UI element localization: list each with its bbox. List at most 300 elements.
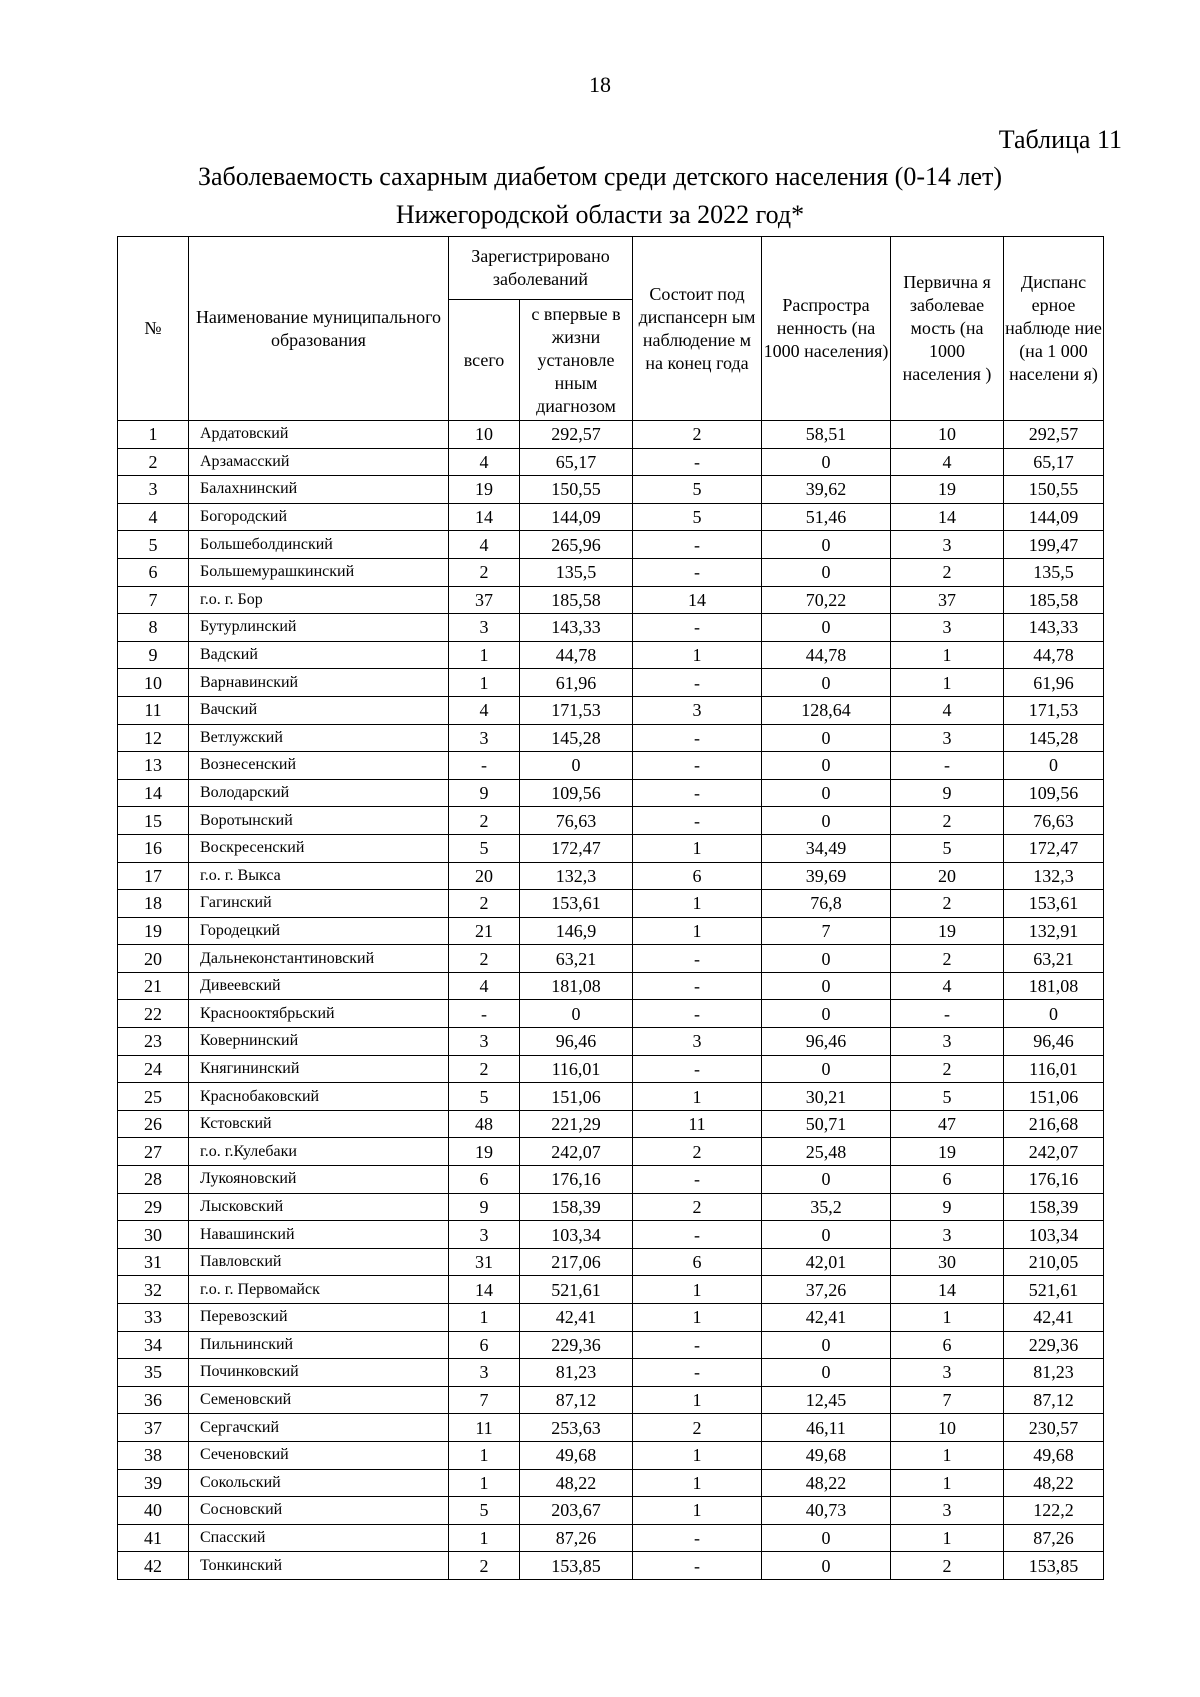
table-row	[118, 1248, 1104, 1276]
dispensary-count: 1	[633, 917, 762, 945]
dispensary-rate: 65,17	[1004, 448, 1104, 476]
prevalence: 39,62	[762, 476, 891, 504]
municipality-name: Лысковский	[189, 1193, 449, 1221]
prevalence: 70,22	[762, 586, 891, 614]
table-row	[118, 448, 1104, 476]
municipality-name: Сергачский	[189, 1414, 449, 1442]
dispensary-rate: 158,39	[1004, 1193, 1104, 1221]
row-number: 22	[118, 1000, 189, 1028]
table-row	[118, 1497, 1104, 1525]
first-time-cases: 172,47	[520, 834, 633, 862]
total-cases: 2	[449, 890, 520, 918]
first-time-cases: 61,96	[520, 669, 633, 697]
prevalence: 49,68	[762, 1441, 891, 1469]
dispensary-rate: 96,46	[1004, 1028, 1104, 1056]
dispensary-count: 1	[633, 641, 762, 669]
primary-incidence: 2	[891, 945, 1004, 973]
table-row	[118, 696, 1104, 724]
first-time-cases: 229,36	[520, 1331, 633, 1359]
dispensary-count: 2	[633, 1414, 762, 1442]
prevalence: 0	[762, 614, 891, 642]
prevalence: 30,21	[762, 1083, 891, 1111]
municipality-name: Кстовский	[189, 1110, 449, 1138]
first-time-cases: 144,09	[520, 503, 633, 531]
row-number: 19	[118, 917, 189, 945]
row-number: 23	[118, 1028, 189, 1056]
prevalence: 25,48	[762, 1138, 891, 1166]
municipality-name: Дивеевский	[189, 972, 449, 1000]
table-row	[118, 1469, 1104, 1497]
municipality-name: Сеченовский	[189, 1441, 449, 1469]
table-row	[118, 917, 1104, 945]
table-row	[118, 1028, 1104, 1056]
row-number: 38	[118, 1441, 189, 1469]
diabetes-incidence-table	[117, 236, 1104, 1580]
municipality-name: Балахнинский	[189, 476, 449, 504]
first-time-cases: 135,5	[520, 558, 633, 586]
municipality-name: Богородский	[189, 503, 449, 531]
row-number: 17	[118, 862, 189, 890]
total-cases: 4	[449, 448, 520, 476]
table-row	[118, 421, 1104, 449]
primary-incidence: 3	[891, 1221, 1004, 1249]
primary-incidence: 4	[891, 696, 1004, 724]
dispensary-count: 6	[633, 862, 762, 890]
first-time-cases: 103,34	[520, 1221, 633, 1249]
first-time-cases: 146,9	[520, 917, 633, 945]
first-time-cases: 109,56	[520, 779, 633, 807]
prevalence: 96,46	[762, 1028, 891, 1056]
primary-incidence: 6	[891, 1331, 1004, 1359]
dispensary-count: -	[633, 614, 762, 642]
dispensary-rate: 44,78	[1004, 641, 1104, 669]
municipality-name: Краснооктябрьский	[189, 1000, 449, 1028]
row-number: 13	[118, 752, 189, 780]
dispensary-rate: 292,57	[1004, 421, 1104, 449]
dispensary-count: 1	[633, 890, 762, 918]
primary-incidence: 5	[891, 834, 1004, 862]
dispensary-rate: 144,09	[1004, 503, 1104, 531]
total-cases: -	[449, 752, 520, 780]
total-cases: 4	[449, 531, 520, 559]
dispensary-rate: 216,68	[1004, 1110, 1104, 1138]
municipality-name: Лукояновский	[189, 1166, 449, 1194]
dispensary-rate: 230,57	[1004, 1414, 1104, 1442]
table-row	[118, 1441, 1104, 1469]
first-time-cases: 49,68	[520, 1441, 633, 1469]
primary-incidence: 3	[891, 1359, 1004, 1387]
table-row	[118, 1138, 1104, 1166]
row-number: 5	[118, 531, 189, 559]
total-cases: 9	[449, 1193, 520, 1221]
first-time-cases: 48,22	[520, 1469, 633, 1497]
first-time-cases: 0	[520, 752, 633, 780]
primary-incidence: 4	[891, 972, 1004, 1000]
primary-incidence: 47	[891, 1110, 1004, 1138]
table-row	[118, 1304, 1104, 1332]
primary-incidence: 10	[891, 421, 1004, 449]
prevalence: 0	[762, 779, 891, 807]
prevalence: 0	[762, 531, 891, 559]
header-row-1	[118, 237, 1104, 300]
row-number: 12	[118, 724, 189, 752]
first-time-cases: 265,96	[520, 531, 633, 559]
table-row	[118, 614, 1104, 642]
total-cases: 1	[449, 1441, 520, 1469]
prevalence: 0	[762, 558, 891, 586]
dispensary-rate: 143,33	[1004, 614, 1104, 642]
table-row	[118, 862, 1104, 890]
dispensary-count: -	[633, 1359, 762, 1387]
dispensary-count: 2	[633, 421, 762, 449]
prevalence: 0	[762, 1166, 891, 1194]
municipality-name: Павловский	[189, 1248, 449, 1276]
primary-incidence: 10	[891, 1414, 1004, 1442]
dispensary-count: -	[633, 448, 762, 476]
municipality-name: г.о. г.Кулебаки	[189, 1138, 449, 1166]
municipality-name: Тонкинский	[189, 1552, 449, 1580]
dispensary-count: 1	[633, 834, 762, 862]
primary-incidence: 1	[891, 1524, 1004, 1552]
municipality-name: г.о. г. Первомайск	[189, 1276, 449, 1304]
first-time-cases: 116,01	[520, 1055, 633, 1083]
total-cases: 3	[449, 1028, 520, 1056]
dispensary-rate: 63,21	[1004, 945, 1104, 973]
dispensary-rate: 145,28	[1004, 724, 1104, 752]
row-number: 6	[118, 558, 189, 586]
row-number: 40	[118, 1497, 189, 1525]
municipality-name: Навашинский	[189, 1221, 449, 1249]
first-time-cases: 42,41	[520, 1304, 633, 1332]
table-row	[118, 641, 1104, 669]
primary-incidence: 19	[891, 917, 1004, 945]
table-title	[0, 158, 1200, 234]
dispensary-rate: 132,3	[1004, 862, 1104, 890]
prevalence: 0	[762, 752, 891, 780]
prevalence: 0	[762, 1552, 891, 1580]
municipality-name: Гагинский	[189, 890, 449, 918]
table-row	[118, 1110, 1104, 1138]
dispensary-rate: 42,41	[1004, 1304, 1104, 1332]
first-time-cases: 0	[520, 1000, 633, 1028]
row-number: 35	[118, 1359, 189, 1387]
total-cases: 1	[449, 669, 520, 697]
prevalence: 0	[762, 807, 891, 835]
dispensary-count: 1	[633, 1276, 762, 1304]
row-number: 27	[118, 1138, 189, 1166]
first-time-cases: 63,21	[520, 945, 633, 973]
first-time-cases: 87,26	[520, 1524, 633, 1552]
municipality-name: г.о. г. Бор	[189, 586, 449, 614]
prevalence: 40,73	[762, 1497, 891, 1525]
table-row	[118, 1331, 1104, 1359]
primary-incidence: 5	[891, 1083, 1004, 1111]
total-cases: 2	[449, 807, 520, 835]
dispensary-count: 3	[633, 696, 762, 724]
dispensary-rate: 153,85	[1004, 1552, 1104, 1580]
dispensary-count: -	[633, 1524, 762, 1552]
row-number: 4	[118, 503, 189, 531]
primary-incidence: 3	[891, 724, 1004, 752]
primary-incidence: 3	[891, 1497, 1004, 1525]
municipality-name: Воротынский	[189, 807, 449, 835]
header-municipality: Наименование муниципального образования	[189, 237, 449, 421]
dispensary-rate: 87,12	[1004, 1386, 1104, 1414]
dispensary-count: 1	[633, 1304, 762, 1332]
table-row	[118, 1055, 1104, 1083]
table-row	[118, 834, 1104, 862]
municipality-name: Варнавинский	[189, 669, 449, 697]
municipality-name: Бутурлинский	[189, 614, 449, 642]
total-cases: 21	[449, 917, 520, 945]
prevalence: 34,49	[762, 834, 891, 862]
municipality-name: Ветлужский	[189, 724, 449, 752]
first-time-cases: 217,06	[520, 1248, 633, 1276]
prevalence: 0	[762, 1359, 891, 1387]
municipality-name: Ардатовский	[189, 421, 449, 449]
total-cases: 3	[449, 614, 520, 642]
header-number: №	[118, 237, 189, 421]
dispensary-count: 1	[633, 1083, 762, 1111]
row-number: 28	[118, 1166, 189, 1194]
dispensary-count: -	[633, 807, 762, 835]
table-row	[118, 1552, 1104, 1580]
municipality-name: Вачский	[189, 696, 449, 724]
dispensary-rate: 0	[1004, 1000, 1104, 1028]
total-cases: 3	[449, 724, 520, 752]
municipality-name: Краснобаковский	[189, 1083, 449, 1111]
prevalence: 128,64	[762, 696, 891, 724]
total-cases: 2	[449, 1552, 520, 1580]
row-number: 2	[118, 448, 189, 476]
dispensary-count: -	[633, 972, 762, 1000]
total-cases: 1	[449, 641, 520, 669]
first-time-cases: 65,17	[520, 448, 633, 476]
header-total: всего	[449, 300, 520, 421]
dispensary-rate: 176,16	[1004, 1166, 1104, 1194]
first-time-cases: 96,46	[520, 1028, 633, 1056]
dispensary-rate: 135,5	[1004, 558, 1104, 586]
first-time-cases: 221,29	[520, 1110, 633, 1138]
dispensary-count: 5	[633, 503, 762, 531]
table-row	[118, 1276, 1104, 1304]
total-cases: 19	[449, 476, 520, 504]
table-row	[118, 1524, 1104, 1552]
municipality-name: Большеболдинский	[189, 531, 449, 559]
prevalence: 0	[762, 669, 891, 697]
dispensary-rate: 171,53	[1004, 696, 1104, 724]
total-cases: 4	[449, 972, 520, 1000]
dispensary-count: 3	[633, 1028, 762, 1056]
dispensary-count: 1	[633, 1441, 762, 1469]
table-row	[118, 1414, 1104, 1442]
prevalence: 37,26	[762, 1276, 891, 1304]
dispensary-count: -	[633, 669, 762, 697]
row-number: 30	[118, 1221, 189, 1249]
dispensary-rate: 172,47	[1004, 834, 1104, 862]
row-number: 1	[118, 421, 189, 449]
dispensary-rate: 181,08	[1004, 972, 1104, 1000]
municipality-name: Большемурашкинский	[189, 558, 449, 586]
primary-incidence: -	[891, 752, 1004, 780]
dispensary-rate: 49,68	[1004, 1441, 1104, 1469]
total-cases: 20	[449, 862, 520, 890]
dispensary-rate: 185,58	[1004, 586, 1104, 614]
table-title-line-1: Заболеваемость сахарным диабетом среди детского населения (0-14 лет)	[197, 162, 1003, 191]
table-row	[118, 752, 1104, 780]
municipality-name: Сосновский	[189, 1497, 449, 1525]
dispensary-count: 11	[633, 1110, 762, 1138]
prevalence: 46,11	[762, 1414, 891, 1442]
first-time-cases: 203,67	[520, 1497, 633, 1525]
first-time-cases: 87,12	[520, 1386, 633, 1414]
municipality-name: г.о. г. Выкса	[189, 862, 449, 890]
total-cases: 10	[449, 421, 520, 449]
row-number: 42	[118, 1552, 189, 1580]
row-number: 14	[118, 779, 189, 807]
primary-incidence: 14	[891, 503, 1004, 531]
table-row	[118, 586, 1104, 614]
table-row	[118, 945, 1104, 973]
row-number: 29	[118, 1193, 189, 1221]
dispensary-count: 5	[633, 476, 762, 504]
municipality-name: Воскресенский	[189, 834, 449, 862]
primary-incidence: 4	[891, 448, 1004, 476]
total-cases: 37	[449, 586, 520, 614]
prevalence: 0	[762, 945, 891, 973]
primary-incidence: -	[891, 1000, 1004, 1028]
total-cases: 48	[449, 1110, 520, 1138]
dispensary-rate: 76,63	[1004, 807, 1104, 835]
prevalence: 48,22	[762, 1469, 891, 1497]
primary-incidence: 9	[891, 1193, 1004, 1221]
row-number: 25	[118, 1083, 189, 1111]
row-number: 7	[118, 586, 189, 614]
dispensary-rate: 116,01	[1004, 1055, 1104, 1083]
prevalence: 42,41	[762, 1304, 891, 1332]
primary-incidence: 2	[891, 558, 1004, 586]
total-cases: 4	[449, 696, 520, 724]
dispensary-rate: 229,36	[1004, 1331, 1104, 1359]
primary-incidence: 6	[891, 1166, 1004, 1194]
primary-incidence: 19	[891, 1138, 1004, 1166]
prevalence: 0	[762, 1524, 891, 1552]
dispensary-count: -	[633, 724, 762, 752]
row-number: 20	[118, 945, 189, 973]
dispensary-count: -	[633, 1055, 762, 1083]
municipality-name: Перевозский	[189, 1304, 449, 1332]
first-time-cases: 153,85	[520, 1552, 633, 1580]
primary-incidence: 30	[891, 1248, 1004, 1276]
municipality-name: Дальнеконстантиновский	[189, 945, 449, 973]
header-first-time: с впервые в жизни установле нным диагнозом	[520, 300, 633, 421]
dispensary-rate: 151,06	[1004, 1083, 1104, 1111]
header-dispensary-count: Состоит под диспансерн ым наблюдение м на конец года	[633, 237, 762, 421]
dispensary-count: -	[633, 1331, 762, 1359]
table-label: Таблица 11	[998, 125, 1122, 154]
first-time-cases: 171,53	[520, 696, 633, 724]
dispensary-count: -	[633, 1166, 762, 1194]
table-row	[118, 669, 1104, 697]
dispensary-count: 1	[633, 1469, 762, 1497]
row-number: 21	[118, 972, 189, 1000]
dispensary-rate: 210,05	[1004, 1248, 1104, 1276]
dispensary-rate: 87,26	[1004, 1524, 1104, 1552]
primary-incidence: 2	[891, 1552, 1004, 1580]
prevalence: 0	[762, 724, 891, 752]
dispensary-count: 2	[633, 1193, 762, 1221]
first-time-cases: 132,3	[520, 862, 633, 890]
dispensary-rate: 199,47	[1004, 531, 1104, 559]
row-number: 34	[118, 1331, 189, 1359]
dispensary-count: 6	[633, 1248, 762, 1276]
total-cases: 1	[449, 1469, 520, 1497]
first-time-cases: 151,06	[520, 1083, 633, 1111]
header-dispensary-rate: Диспанс ерное наблюде ние (на 1 000 населени я)	[1004, 237, 1104, 421]
table-row	[118, 1386, 1104, 1414]
dispensary-count: 14	[633, 586, 762, 614]
dispensary-count: 1	[633, 1497, 762, 1525]
total-cases: 9	[449, 779, 520, 807]
dispensary-rate: 81,23	[1004, 1359, 1104, 1387]
table-row	[118, 807, 1104, 835]
row-number: 31	[118, 1248, 189, 1276]
prevalence: 0	[762, 1055, 891, 1083]
dispensary-rate: 48,22	[1004, 1469, 1104, 1497]
primary-incidence: 1	[891, 1304, 1004, 1332]
primary-incidence: 20	[891, 862, 1004, 890]
municipality-name: Вадский	[189, 641, 449, 669]
row-number: 41	[118, 1524, 189, 1552]
total-cases: 1	[449, 1304, 520, 1332]
first-time-cases: 292,57	[520, 421, 633, 449]
dispensary-count: 2	[633, 1138, 762, 1166]
table-row	[118, 1166, 1104, 1194]
row-number: 10	[118, 669, 189, 697]
header-prevalence: Распростра ненность (на 1000 населения)	[762, 237, 891, 421]
municipality-name: Пильнинский	[189, 1331, 449, 1359]
row-number: 3	[118, 476, 189, 504]
first-time-cases: 150,55	[520, 476, 633, 504]
table-row	[118, 531, 1104, 559]
dispensary-rate: 521,61	[1004, 1276, 1104, 1304]
total-cases: 31	[449, 1248, 520, 1276]
table-row	[118, 1083, 1104, 1111]
primary-incidence: 2	[891, 807, 1004, 835]
table-row	[118, 1221, 1104, 1249]
dispensary-rate: 122,2	[1004, 1497, 1104, 1525]
header-primary-incidence: Первична я заболевае мость (на 1000 населения )	[891, 237, 1004, 421]
prevalence: 35,2	[762, 1193, 891, 1221]
dispensary-count: -	[633, 752, 762, 780]
primary-incidence: 1	[891, 669, 1004, 697]
dispensary-count: -	[633, 531, 762, 559]
table-title-line-2: Нижегородской области за 2022 год*	[395, 200, 805, 229]
first-time-cases: 242,07	[520, 1138, 633, 1166]
municipality-name: Володарский	[189, 779, 449, 807]
total-cases: 2	[449, 945, 520, 973]
first-time-cases: 153,61	[520, 890, 633, 918]
total-cases: 1	[449, 1524, 520, 1552]
dispensary-count: -	[633, 1000, 762, 1028]
dispensary-count: -	[633, 558, 762, 586]
municipality-name: Сокольский	[189, 1469, 449, 1497]
total-cases: 5	[449, 1083, 520, 1111]
total-cases: 2	[449, 558, 520, 586]
dispensary-count: -	[633, 779, 762, 807]
row-number: 36	[118, 1386, 189, 1414]
prevalence: 0	[762, 1000, 891, 1028]
